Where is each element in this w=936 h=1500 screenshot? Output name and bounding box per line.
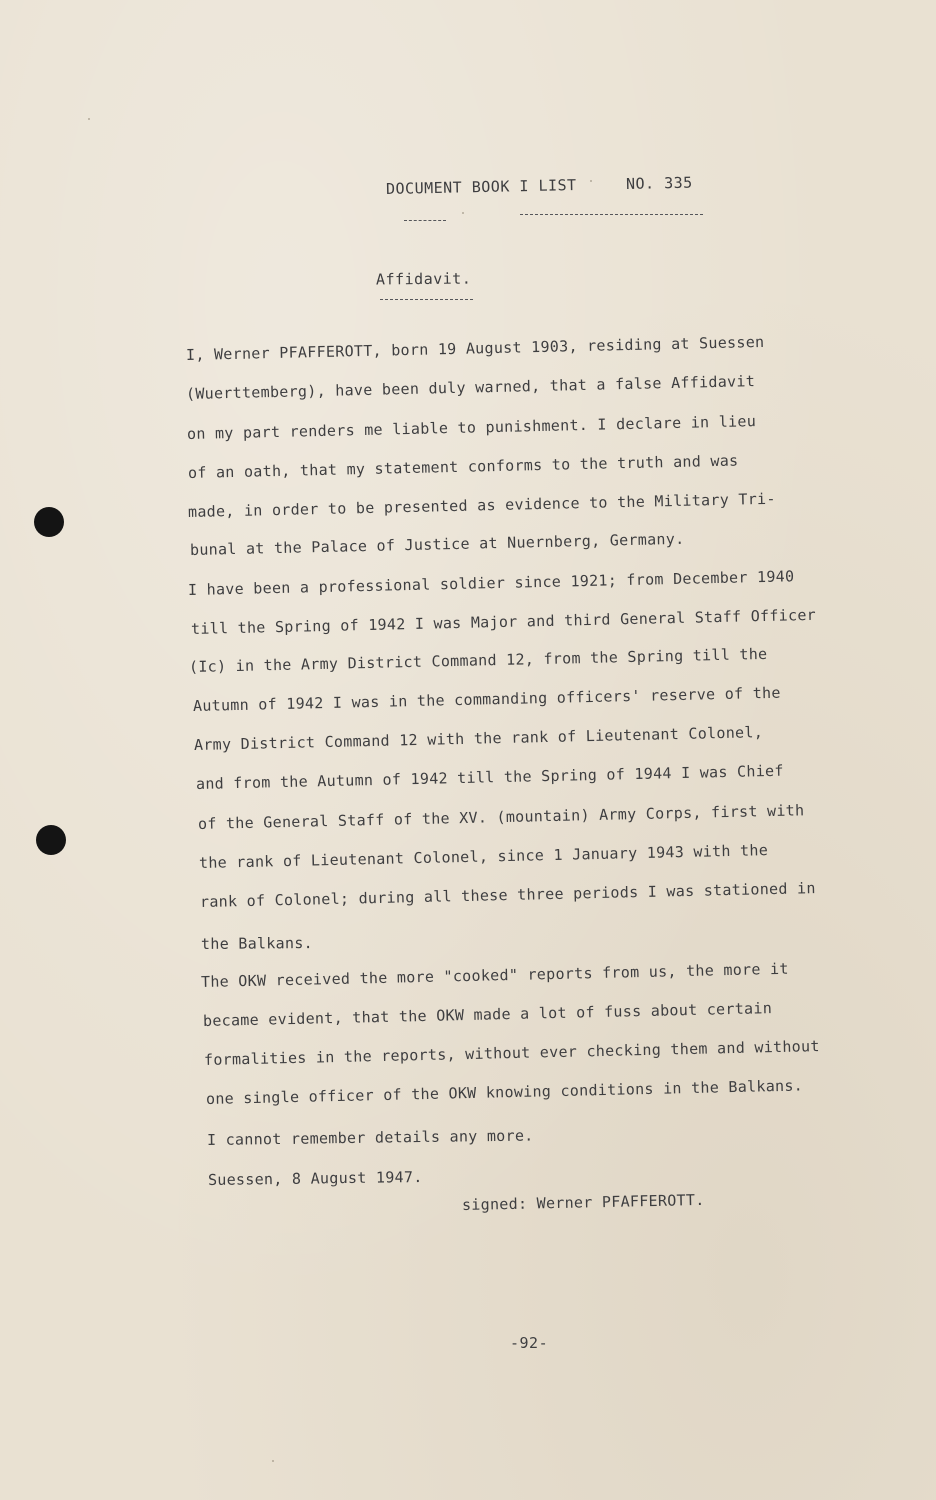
affidavit-title: Affidavit. <box>375 269 472 289</box>
body-line: on my part renders me liable to punishment. I declare in lieu <box>186 412 757 443</box>
document-book-title: DOCUMENT BOOK I LIST <box>385 176 577 198</box>
body-line: (Wuerttemberg), have been duly warned, that a false Affidavit <box>185 372 756 403</box>
body-line: till the Spring of 1942 I was Major and third General Staff Officer <box>190 605 817 638</box>
body-line: of an oath, that my statement conforms to the truth and was <box>187 451 739 482</box>
body-line: I cannot remember details any more. <box>206 1126 534 1149</box>
body-line: Army District Command 12 with the rank of Lieutenant Colonel, <box>193 723 764 754</box>
paper-speck <box>88 118 90 120</box>
signature-line: signed: Werner PFAFFEROTT. <box>461 1190 705 1214</box>
body-line: The OKW received the more "cooked" reports from us, the more it <box>200 959 789 991</box>
page-number: -92- <box>510 1334 549 1352</box>
punch-hole <box>34 507 64 537</box>
body-line: Autumn of 1942 I was in the commanding officers' reserve of the <box>192 683 781 715</box>
place-date-line: Suessen, 8 August 1947. <box>207 1168 423 1189</box>
body-line: of the General Staff of the XV. (mountain) Army Corps, first with <box>197 801 805 833</box>
document-number: NO. 335 <box>625 173 693 193</box>
body-line: I, Werner PFAFFEROTT, born 19 August 1903, residing at Suessen <box>185 332 765 364</box>
body-line: bunal at the Palace of Justice at Nuernberg, Germany. <box>189 529 685 559</box>
header-underline <box>520 214 703 215</box>
title-underline <box>380 299 473 300</box>
paper-speck <box>590 180 592 182</box>
punch-hole <box>36 825 66 855</box>
body-line: made, in order to be presented as evidence to the Military Tri- <box>187 489 776 521</box>
paper-speck <box>462 212 464 214</box>
body-line: formalities in the reports, without ever checking them and without <box>203 1037 820 1069</box>
body-line: I have been a professional soldier since 1921; from December 1940 <box>187 567 795 599</box>
body-line: one single officer of the OKW knowing conditions in the Balkans. <box>205 1076 804 1108</box>
body-line: became evident, that the OKW made a lot of fuss about certain <box>202 999 773 1030</box>
body-line: rank of Colonel; during all these three periods I was stationed in <box>199 879 816 911</box>
body-line: and from the Autumn of 1942 till the Spring of 1944 I was Chief <box>195 761 784 793</box>
body-line: the Balkans. <box>200 934 314 953</box>
paper-speck <box>272 1460 274 1462</box>
header-underline <box>404 220 446 221</box>
body-line: (Ic) in the Army District Command 12, from the Spring till the <box>188 644 768 676</box>
body-line: the rank of Lieutenant Colonel, since 1 January 1943 with the <box>198 841 769 872</box>
